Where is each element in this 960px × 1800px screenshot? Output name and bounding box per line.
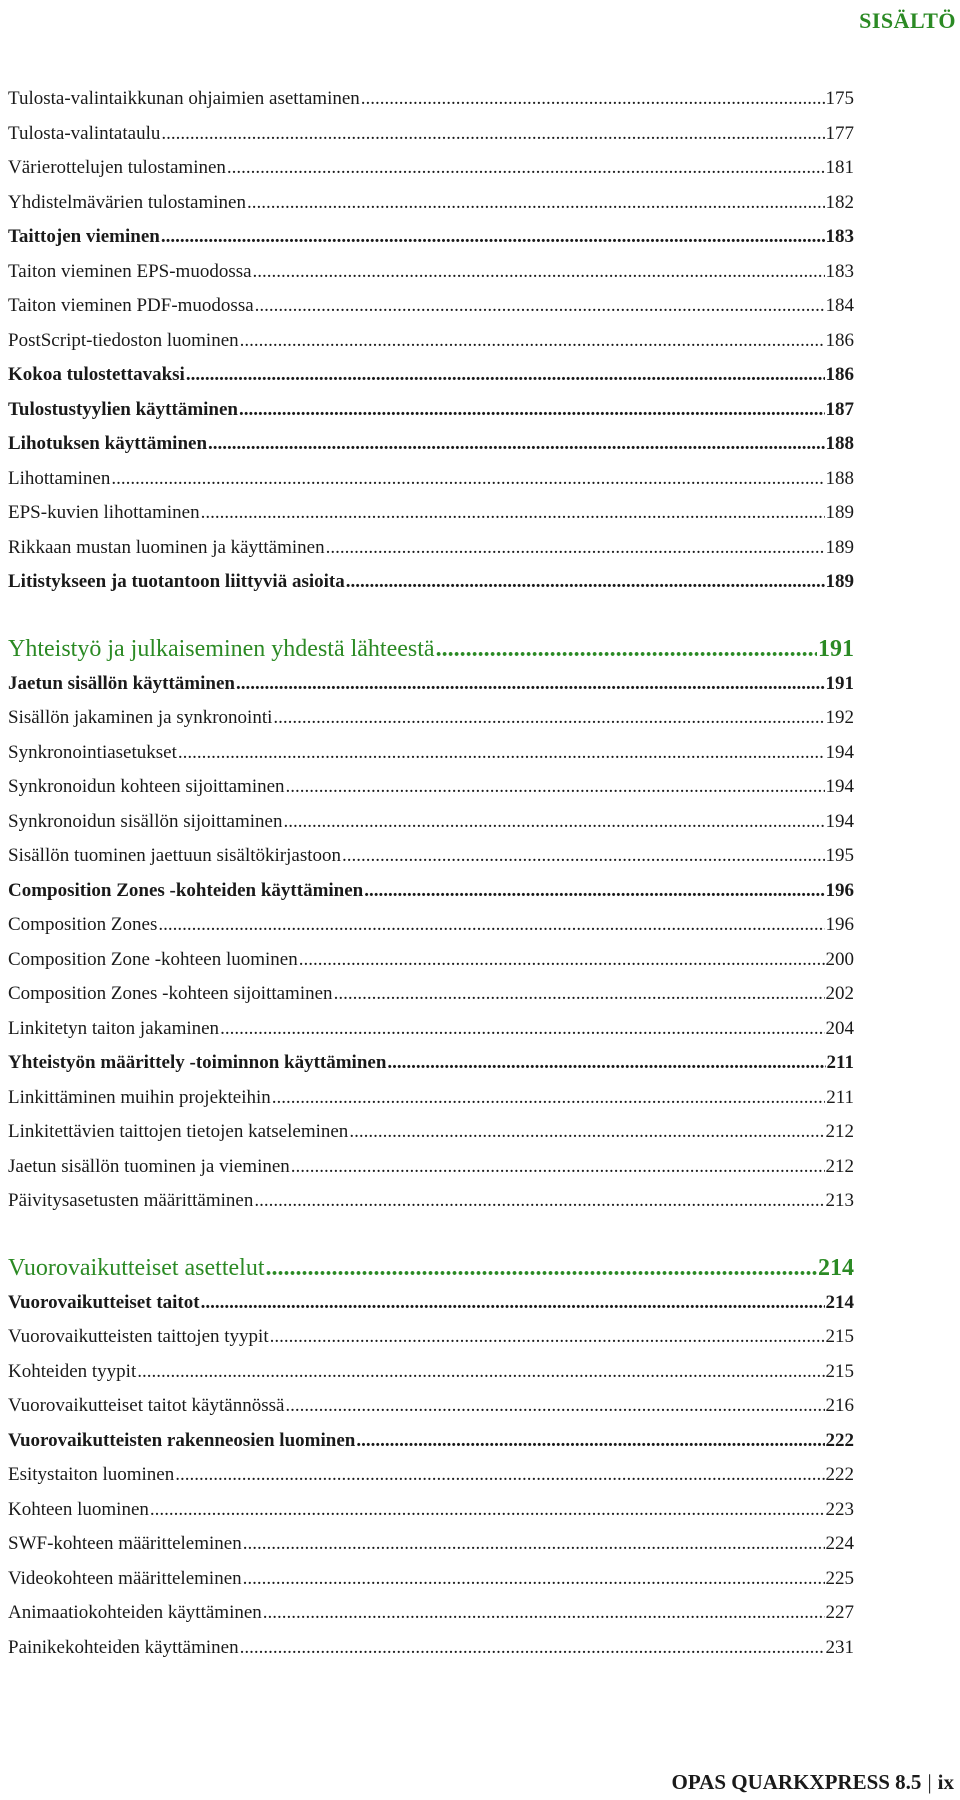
toc-entry-page: 225 [825,1567,854,1589]
toc-leader-dots [111,468,824,490]
toc-entry [8,1087,854,1122]
toc-entry [8,880,854,915]
toc-entry-title: Tulosta-valintaikkunan ohjaimien asettaminen [8,88,360,109]
page-footer [672,1770,954,1795]
toc-leader-dots [255,295,825,317]
toc-entry-page: 213 [825,1190,854,1211]
toc-entry [8,433,854,468]
toc-entry-page: 194 [825,810,854,832]
toc-entry-title: Vuorovaikutteiset taitot [8,1291,200,1313]
footer-page-number: ix [937,1770,954,1794]
toc-entry-title: Synkronoidun sisällön sijoittaminen [8,810,283,832]
toc-entry [8,502,854,537]
toc-entry [8,1533,854,1568]
toc-entry-page: 194 [825,776,854,797]
toc-entry [8,468,854,503]
toc-entry-page: 231 [825,1636,854,1658]
toc-leader-dots [178,742,825,764]
toc-entry-page: 189 [825,571,854,592]
toc-entry-title: EPS-kuvien lihottaminen [8,502,200,523]
toc-entry-title: Sisällön tuominen jaettuun sisältökirjastoon [8,845,342,866]
toc-entry-title: Kohteiden tyypit [8,1360,137,1382]
toc-entry-page: 186 [825,364,854,385]
toc-entry [8,330,854,365]
toc-entry-page: 191 [818,635,854,662]
toc-entry-page: 191 [825,672,854,694]
toc-entry-title: SWF-kohteen määritteleminen [8,1533,242,1554]
toc-entry-title: Yhteistyö ja julkaiseminen yhdestä lähteestä [8,635,435,662]
toc-entry-title: Composition Zones [8,914,158,935]
toc-entry [8,1637,854,1672]
toc-entry-page: 211 [826,1086,854,1108]
toc-entry-title: Linkittäminen muihin projekteihin [8,1086,271,1108]
toc-leader-dots [161,123,824,145]
toc-entry [8,1156,854,1191]
toc-entry-title: Vuorovaikutteisten rakenneosien luominen [8,1429,356,1451]
toc-entry [8,983,854,1018]
toc-leader-dots [364,880,824,902]
toc-entry-title: Taiton vieminen EPS-muodossa [8,260,252,282]
toc-leader-dots [283,811,824,833]
toc-entry-page: 215 [825,1360,854,1382]
toc-entry-page: 200 [825,948,854,970]
toc-entry-page: 184 [825,295,854,316]
toc-entry-title: Composition Zones -kohteen sijoittaminen [8,983,333,1004]
toc-entry-title: PostScript-tiedoston luominen [8,329,239,351]
toc-leader-dots [186,364,825,386]
toc-entry-page: 186 [825,329,854,351]
toc-leader-dots [208,433,824,455]
toc-entry [8,1052,854,1087]
toc-entry-page: 192 [825,707,854,728]
toc-entry-title: Synkronoidun kohteen sijoittaminen [8,776,285,797]
toc-entry-page: 188 [825,467,854,489]
toc-entry-title: Esitystaiton luominen [8,1464,175,1485]
toc-entry [8,1326,854,1361]
toc-entry-page: 183 [825,226,854,247]
toc-entry-page: 177 [825,122,854,144]
toc-entry-page: 215 [825,1326,854,1347]
toc-entry-title: Jaetun sisällön tuominen ja vieminen [8,1155,290,1177]
toc-entry-title: Kokoa tulostettavaksi [8,364,185,385]
toc-leader-dots [285,1395,824,1417]
toc-entry-page: 189 [825,536,854,558]
toc-entry-page: 227 [825,1602,854,1623]
toc-entry-title: Päivitysasetusten määrittäminen [8,1190,254,1211]
toc-entry [8,399,854,434]
toc-entry-title: Yhteistyön määrittely -toiminnon käyttäminen [8,1052,387,1073]
toc-leader-dots [263,1602,825,1624]
toc-entry [8,1602,854,1637]
toc-entry-page: 196 [825,879,854,901]
toc-entry-page: 222 [825,1464,854,1485]
toc-leader-dots [342,845,824,867]
toc-leader-dots [158,914,824,936]
toc-leader-dots [201,1292,825,1314]
toc-leader-dots [436,636,817,663]
toc-entry-title: Vuorovaikutteiset taitot käytännössä [8,1395,285,1416]
toc-entry-page: 188 [825,433,854,454]
toc-entry-page: 212 [825,1121,854,1142]
toc-entry [8,1430,854,1465]
toc-leader-dots [243,1568,825,1590]
toc-entry-page: 175 [825,88,854,109]
toc-entry-page: 183 [825,260,854,282]
toc-entry-page: 181 [825,157,854,178]
toc-entry-page: 195 [825,845,854,866]
toc-entry-page: 189 [825,502,854,523]
toc-leader-dots [161,226,825,248]
toc-leader-dots [220,1018,824,1040]
toc-entry [8,1190,854,1225]
toc-entry-title: Litistykseen ja tuotantoon liittyviä asioita [8,571,345,592]
toc-leader-dots [326,537,825,559]
toc-entry [8,157,854,192]
toc-entry [8,226,854,261]
footer-book-title: OPAS QUARKXPRESS 8.5 [671,1770,922,1794]
toc-entry-title: Lihotuksen käyttäminen [8,433,208,454]
toc-leader-dots [299,949,825,971]
toc-leader-dots [137,1361,824,1383]
toc-leader-dots [334,983,825,1005]
toc-entry [8,949,854,984]
toc-entry-title: Animaatiokohteiden käyttäminen [8,1602,262,1623]
toc-entry-page: 214 [825,1291,854,1313]
toc-entry [8,192,854,227]
toc-entry [8,1395,854,1430]
toc-leader-dots [286,776,825,798]
toc-leader-dots [270,1326,825,1348]
toc-entry [8,1121,854,1156]
toc-leader-dots [247,192,825,214]
toc-entry-title: Sisällön jakaminen ja synkronointi [8,707,273,728]
toc-entry-title: Composition Zones -kohteiden käyttäminen [8,879,364,901]
toc-entry [8,1568,854,1603]
toc-entry [8,1018,854,1053]
toc-entry [8,88,854,123]
toc-entry [8,261,854,296]
toc-leader-dots [273,707,824,729]
toc-leader-dots [201,502,825,524]
toc-leader-dots [253,261,825,283]
toc-entry [8,673,854,708]
table-of-contents [8,88,854,1671]
toc-entry-page: 216 [825,1395,854,1416]
toc-entry [8,776,854,811]
toc-entry-page: 211 [826,1052,854,1073]
toc-entry-page: 204 [825,1017,854,1039]
toc-leader-dots [361,88,825,110]
toc-entry [8,811,854,846]
toc-entry [8,845,854,880]
toc-leader-dots [240,1637,825,1659]
toc-leader-dots [175,1464,824,1486]
header-title: SISÄLTÖ [859,8,956,33]
toc-entry [8,742,854,777]
toc-entry-page: 202 [825,983,854,1004]
toc-entry [8,1499,854,1534]
toc-entry-title: Painikekohteiden käyttäminen [8,1636,239,1658]
toc-entry-title: Kohteen luominen [8,1498,149,1520]
toc-entry-page: 182 [825,191,854,213]
toc-leader-dots [254,1190,824,1212]
toc-entry [8,364,854,399]
toc-leader-dots [227,157,825,179]
toc-leader-dots [243,1533,825,1555]
toc-leader-dots [239,399,825,421]
toc-entry-title: Rikkaan mustan luominen ja käyttäminen [8,536,325,558]
toc-leader-dots [346,571,825,593]
toc-entry-page: 214 [818,1254,854,1281]
toc-entry-page: 222 [825,1429,854,1451]
toc-entry [8,123,854,158]
toc-entry [8,707,854,742]
toc-entry [8,571,854,606]
toc-entry-title: Jaetun sisällön käyttäminen [8,672,235,694]
toc-entry-page: 212 [825,1155,854,1177]
toc-entry-page: 196 [825,914,854,935]
toc-entry [8,914,854,949]
toc-entry-title: Tulosta-valintataulu [8,122,161,144]
toc-entry-title: Tulostustyylien käyttäminen [8,398,238,420]
toc-section-heading [8,1255,854,1292]
toc-entry-title: Videokohteen määritteleminen [8,1567,242,1589]
toc-entry-page: 223 [825,1498,854,1520]
toc-leader-dots [150,1499,825,1521]
toc-entry-title: Vuorovaikutteiset asettelut [8,1254,265,1281]
toc-leader-dots [236,673,825,695]
toc-entry-title: Taittojen vieminen [8,226,160,247]
toc-leader-dots [387,1052,825,1074]
toc-leader-dots [356,1430,824,1452]
toc-leader-dots [240,330,825,352]
toc-entry [8,1464,854,1499]
toc-entry-page: 194 [825,741,854,763]
toc-entry-title: Composition Zone -kohteen luominen [8,948,298,970]
toc-entry-title: Taiton vieminen PDF-muodossa [8,295,254,316]
toc-entry-title: Linkitettävien taittojen tietojen katseleminen [8,1121,349,1142]
toc-entry [8,295,854,330]
toc-leader-dots [291,1156,825,1178]
toc-entry-title: Lihottaminen [8,467,111,489]
toc-entry-title: Yhdistelmävärien tulostaminen [8,191,246,213]
footer-separator: | [927,1770,932,1794]
toc-entry [8,1361,854,1396]
toc-section-heading [8,636,854,673]
toc-entry-title: Värierottelujen tulostaminen [8,157,226,178]
toc-entry-page: 187 [825,398,854,420]
toc-entry-title: Synkronointiasetukset [8,741,177,763]
toc-entry-title: Linkitetyn taiton jakaminen [8,1017,220,1039]
toc-leader-dots [349,1121,824,1143]
toc-entry-title: Vuorovaikutteisten taittojen tyypit [8,1326,269,1347]
toc-entry [8,1292,854,1327]
toc-leader-dots [272,1087,825,1109]
toc-entry [8,537,854,572]
toc-leader-dots [266,1255,818,1282]
toc-entry-page: 224 [825,1533,854,1554]
